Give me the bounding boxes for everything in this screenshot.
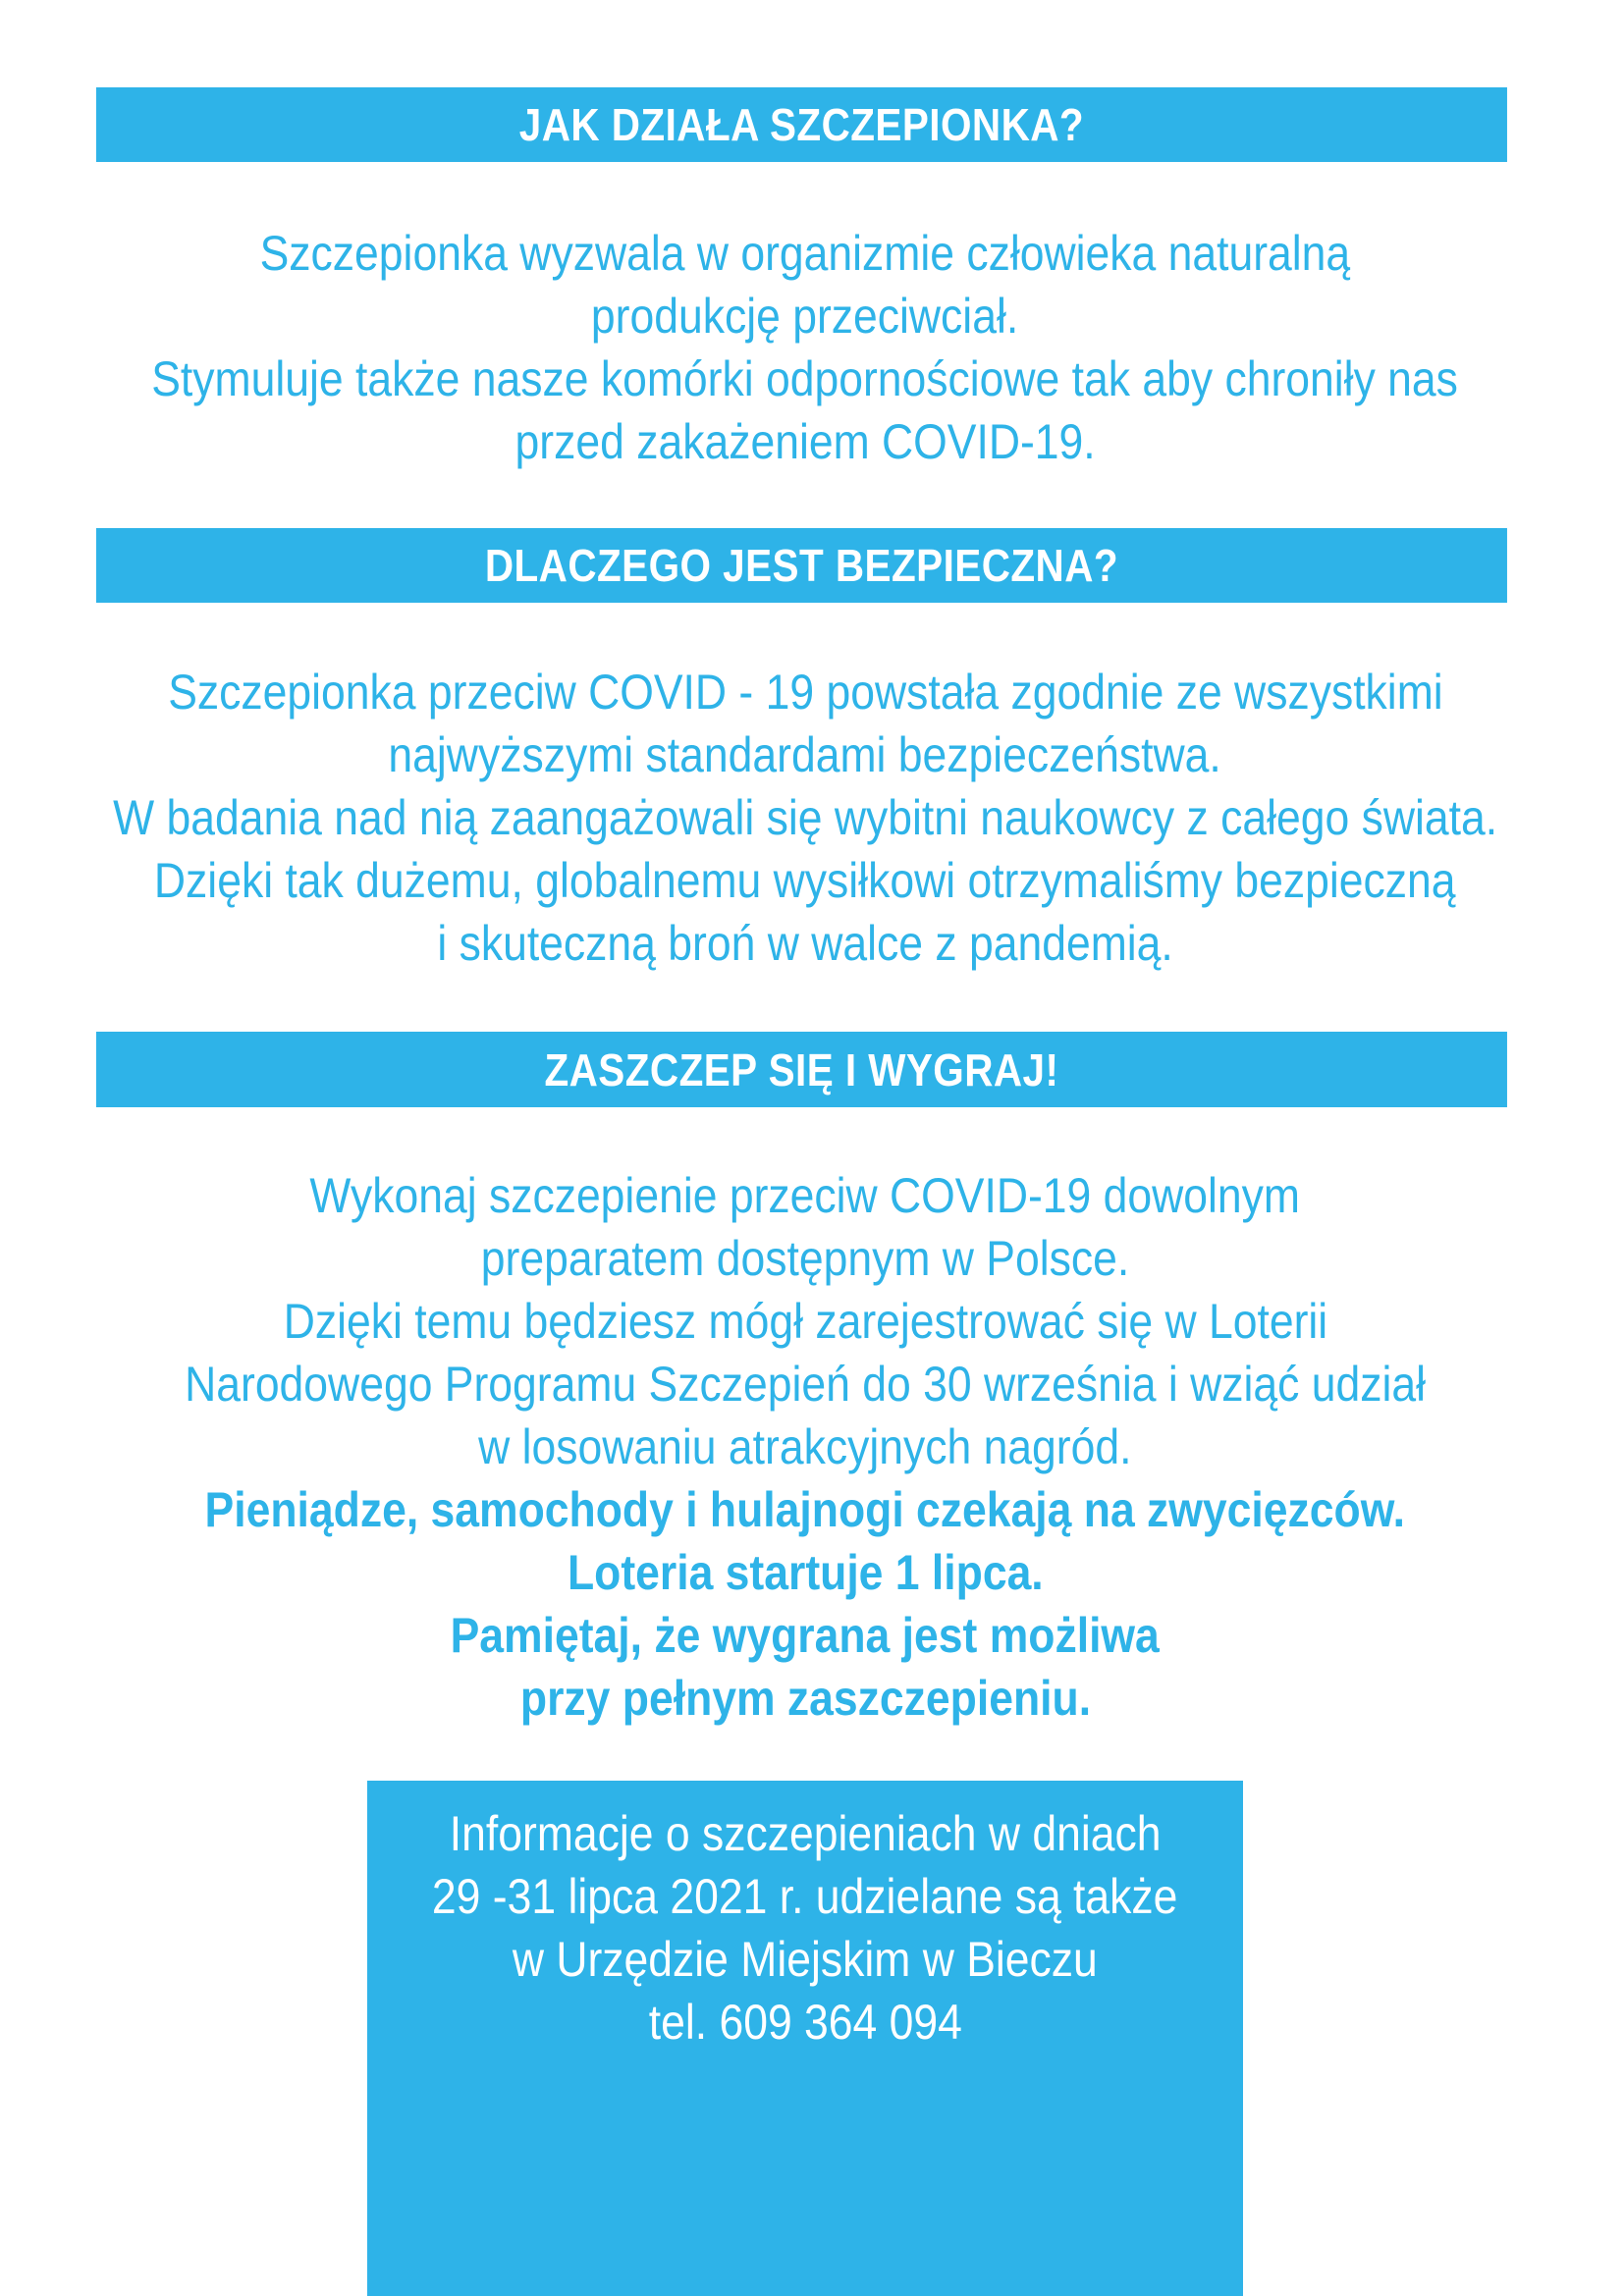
info-box: [367, 1781, 1243, 2296]
highlight-line: Pamiętaj, że wygrana jest możliwa: [450, 1608, 1161, 1663]
body-line: w losowaniu atrakcyjnych nagród.: [478, 1419, 1132, 1474]
body-line: Stymuluje także nasze komórki odpornościowe tak aby chroniły nas: [151, 351, 1459, 406]
section-body-how-vaccine-works: [0, 222, 1610, 473]
info-line: Informacje o szczepieniach w dniach: [449, 1806, 1162, 1861]
heading-text: JAK DZIAŁA SZCZEPIONKA?: [518, 99, 1085, 150]
info-line: w Urzędzie Miejskim w Bieczu: [513, 1932, 1098, 1987]
heading-text: ZASZCZEP SIĘ I WYGRAJ!: [544, 1043, 1059, 1095]
body-line: Szczepionka przeciw COVID - 19 powstała zgodnie ze wszystkimi: [167, 665, 1443, 720]
section-heading-get-vaccinated-win: [96, 1032, 1507, 1107]
body-line: W badania nad nią zaangażowali się wybitni naukowcy z całego świata.: [113, 790, 1497, 845]
body-line: Wykonaj szczepienie przeciw COVID-19 dowolnym: [309, 1168, 1301, 1223]
highlight-line: przy pełnym zaszczepieniu.: [519, 1671, 1091, 1726]
body-line: przed zakażeniem COVID-19.: [514, 414, 1096, 469]
body-line: Szczepionka wyzwala w organizmie człowieka naturalną: [259, 226, 1351, 281]
body-line: preparatem dostępnym w Polsce.: [480, 1231, 1130, 1286]
section-body-why-safe: [0, 661, 1610, 975]
body-line: Dzięki tak dużemu, globalnemu wysiłkowi otrzymaliśmy bezpieczną: [154, 853, 1456, 908]
body-line: Narodowego Programu Szczepień do 30 września i wziąć udział: [185, 1357, 1426, 1412]
body-line: i skuteczną broń w walce z pandemią.: [437, 916, 1173, 971]
body-line: produkcję przeciwciał.: [591, 289, 1019, 344]
info-line: 29 -31 lipca 2021 r. udzielane są także: [432, 1869, 1178, 1924]
section-heading-how-vaccine-works: [96, 87, 1507, 162]
heading-text: DLACZEGO JEST BEZPIECZNA?: [484, 540, 1119, 591]
body-line: najwyższymi standardami bezpieczeństwa.: [388, 727, 1222, 782]
section-body-lottery: [0, 1164, 1610, 1730]
body-line: Dzięki temu będziesz mógł zarejestrować się w Loterii: [283, 1294, 1327, 1349]
highlight-line: Pieniądze, samochody i hulajnogi czekają na zwycięzców.: [204, 1482, 1406, 1537]
phone-number: tel. 609 364 094: [648, 1995, 962, 2050]
highlight-line: Loteria startuje 1 lipca.: [567, 1545, 1044, 1600]
section-heading-why-safe: [96, 528, 1507, 603]
